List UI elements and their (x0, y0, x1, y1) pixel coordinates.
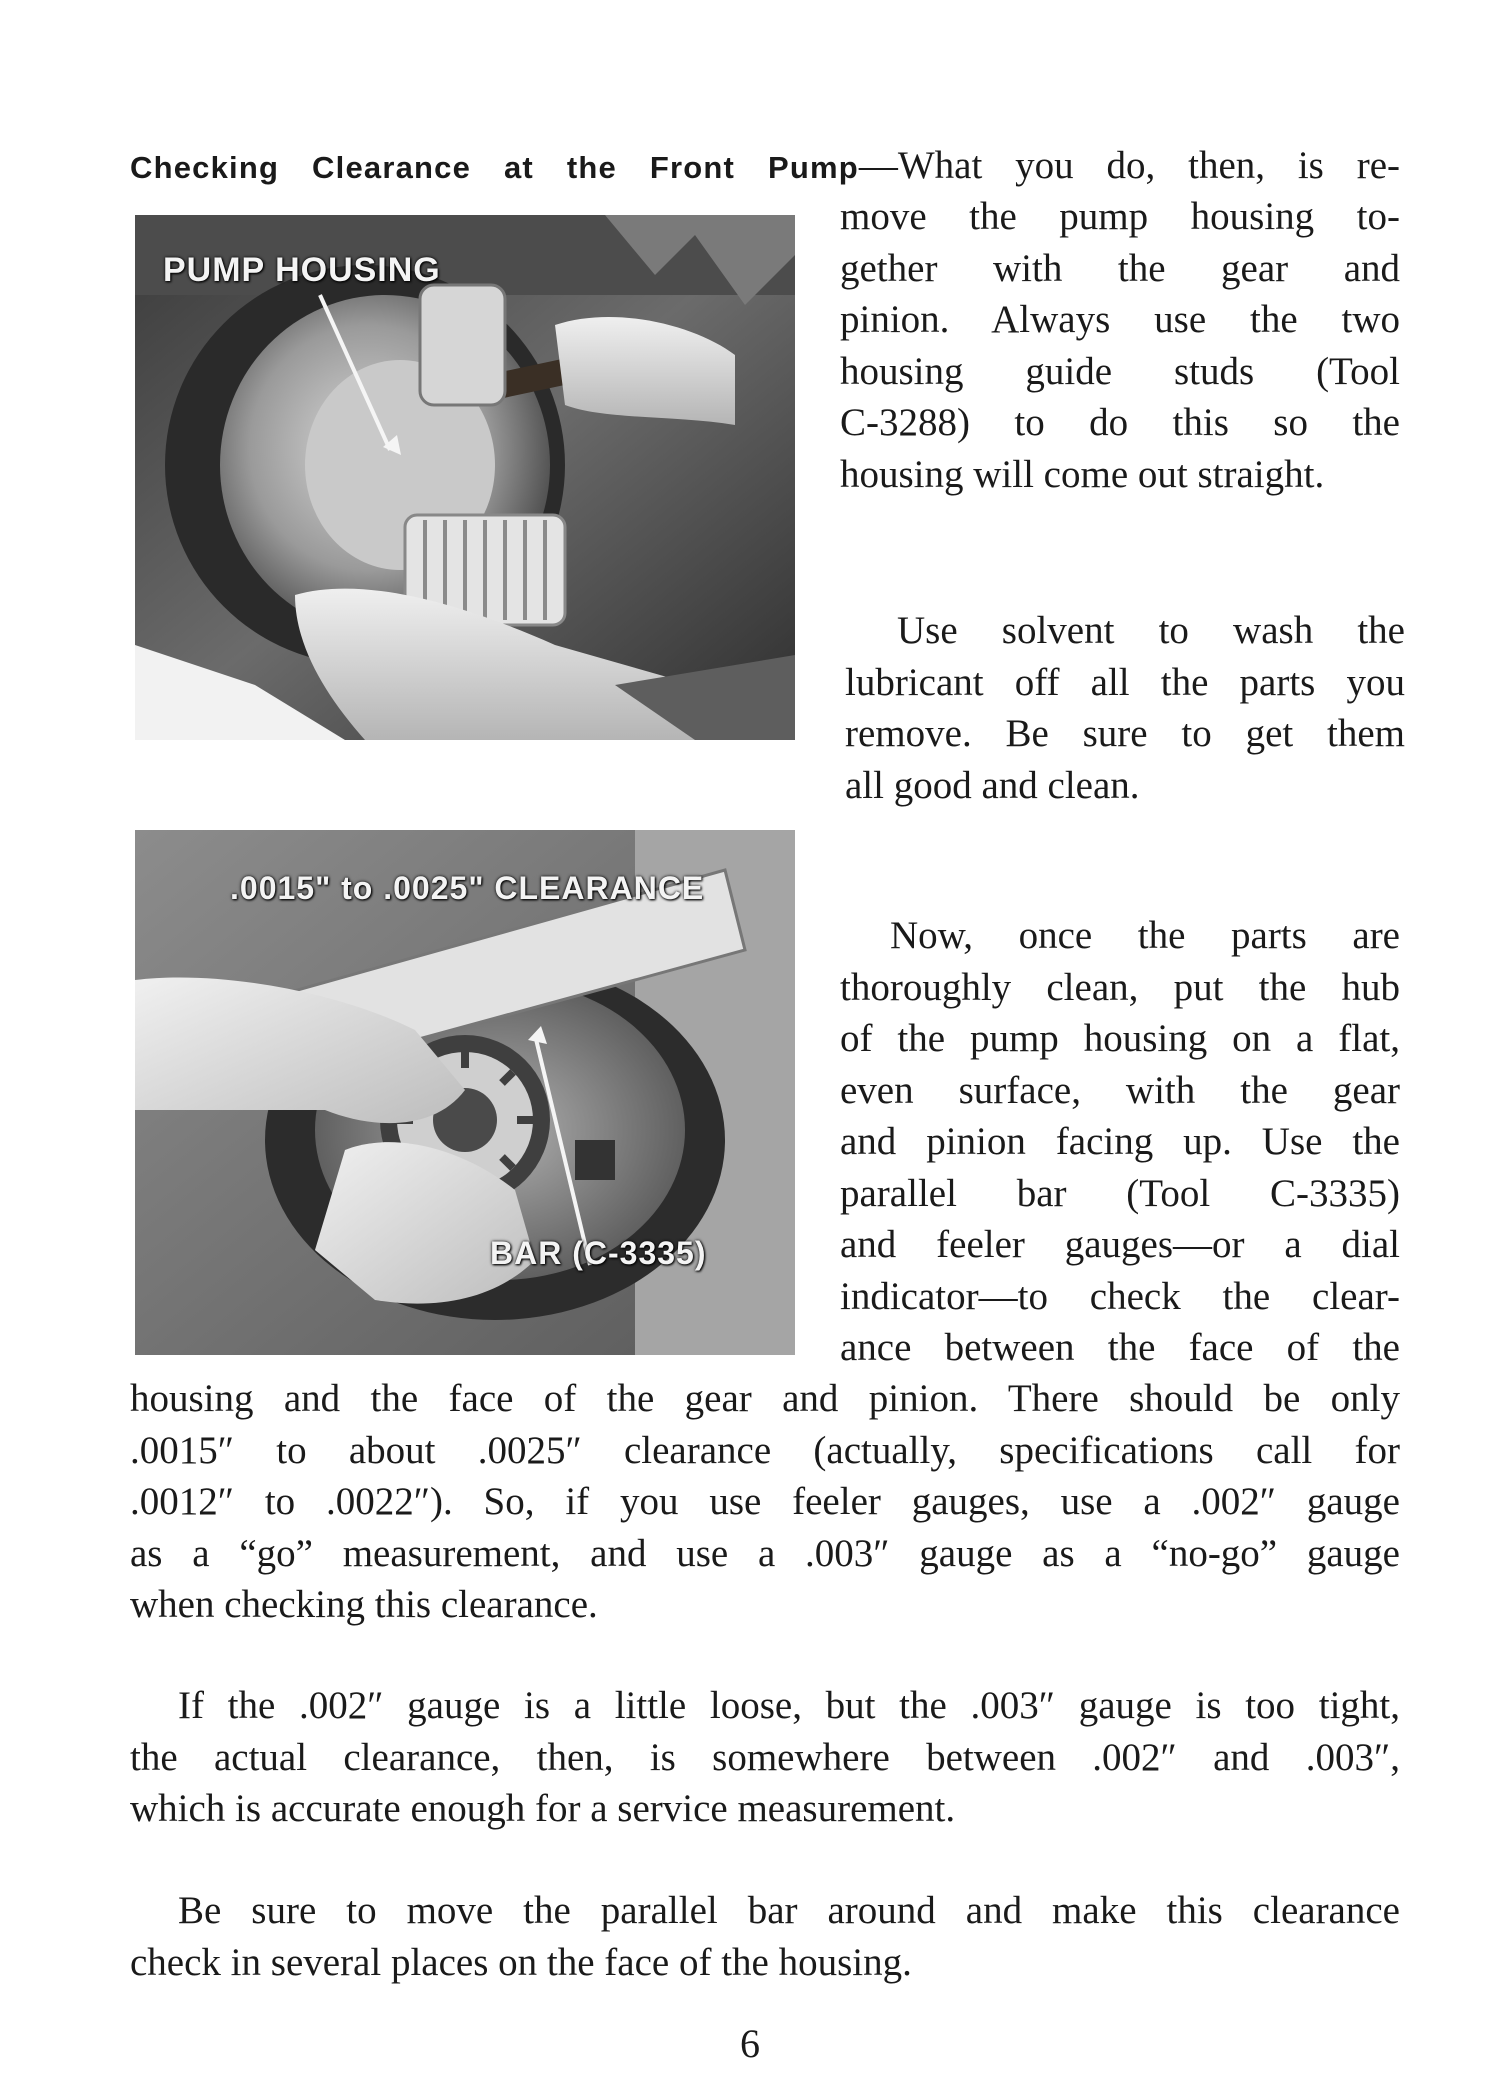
gauge-paragraph: housing and the face of the gear and pinion. There should be only .0015″ to about .0025″ clearance (actually, specifications call for .0012″ to .0022″). So, if you use feeler gauges, use a .002″ gauge as a “go” measurement, and use a .003″ gauge as a “no-go” gauge when checking this clearance. (130, 1377, 1400, 1626)
pump-housing-illustration (135, 215, 795, 740)
page-number: 6 (740, 2021, 760, 2066)
cleaning-paragraph: Now, once the parts are thoroughly clean, put the hub of the pump housing on a flat, even surface, with the gear and pinion facing up. Use the parallel bar (Tool C-3335) and feeler gauges—or a dial indicator—to check the clear- ance between the face of the (840, 914, 1400, 1369)
section-heading: Checking Clearance at the Front Pump (130, 150, 859, 185)
solvent-paragraph: Use solvent to wash the lubricant off all the parts you remove. Be sure to get them all good and clean. (845, 609, 1405, 807)
parallel-bar-label: BAR (C-3335) (490, 1235, 707, 1271)
pump-housing-label: PUMP HOUSING (163, 251, 441, 289)
intro-paragraph-continued: move the pump housing to- gether with the gear and pinion. Always use the two housing guide studs (Tool C-3288) to do this so the housing will come out straight. (840, 195, 1400, 496)
clearance-check-illustration (135, 830, 795, 1355)
intro-paragraph: Checking Clearance at the Front Pump—What you do, then, is re- (130, 144, 1400, 187)
clearance-check-photo (135, 830, 795, 1355)
pump-housing-photo (135, 215, 795, 740)
tolerance-paragraph: If the .002″ gauge is a little loose, but the .003″ gauge is too tight, the actual clearance, then, is somewhere between .002″ and .003″, which is accurate enough for a service measurement. (130, 1684, 1400, 1830)
final-paragraph: Be sure to move the parallel bar around and make this clearance check in several places on the face of the housing. (130, 1889, 1400, 1984)
clearance-label: .0015" to .0025" CLEARANCE (230, 870, 705, 906)
